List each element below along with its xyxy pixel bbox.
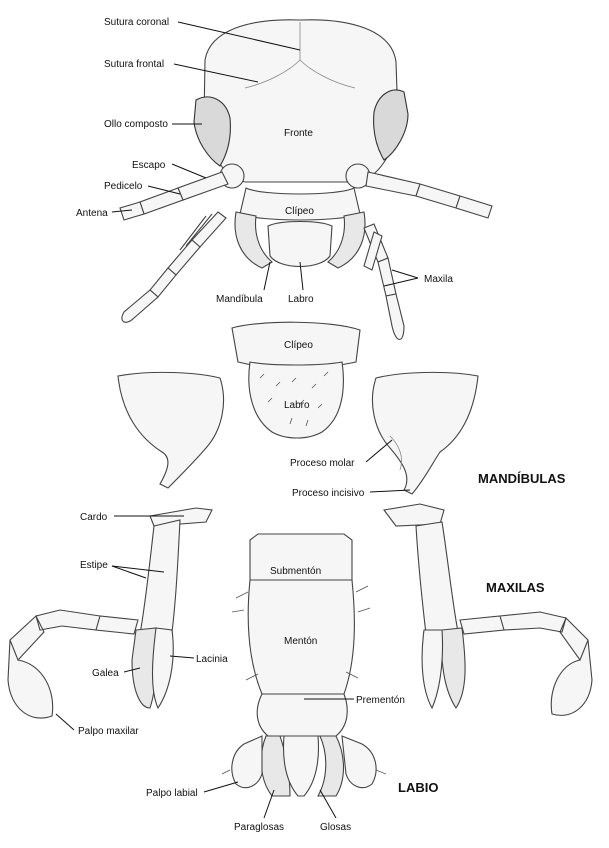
label-sutura-coronal: Sutura coronal <box>104 17 170 28</box>
label-fronte: Fronte <box>284 128 313 139</box>
maxilla-right-lacinia <box>422 630 442 708</box>
label-galea: Galea <box>92 668 119 679</box>
prementum <box>257 694 347 736</box>
maxilla-left-cardo <box>150 508 212 526</box>
title-maxilas: MAXILAS <box>486 580 545 595</box>
antenna-left <box>120 172 228 220</box>
mandible-right <box>372 372 478 494</box>
maxilla-right-galea <box>442 628 466 708</box>
maxilla-left-palp <box>8 610 138 718</box>
label-maxila: Maxila <box>424 274 453 285</box>
maxilla-right-palp <box>460 612 592 715</box>
maxilla-left <box>8 508 212 718</box>
label-ollo-composto: Ollo composto <box>104 119 168 130</box>
label-clipeo-head: Clípeo <box>285 206 314 217</box>
label-cardo: Cardo <box>80 512 108 523</box>
label-pedicelo: Pedicelo <box>104 181 143 192</box>
label-glosas: Glosas <box>320 822 352 833</box>
head-labrum <box>268 222 332 267</box>
maxilla-right <box>384 504 592 715</box>
labial-palp-left <box>232 736 262 788</box>
label-escapo: Escapo <box>132 160 166 171</box>
head-mandible-left <box>235 212 272 268</box>
head-capsule <box>204 20 398 182</box>
labial-palp-right <box>342 736 376 788</box>
label-lacinia: Lacinia <box>196 654 228 665</box>
label-paraglosas: Paraglosas <box>234 822 285 833</box>
head-mandible-right <box>328 212 365 268</box>
label-submenton: Submentón <box>270 566 322 577</box>
label-proceso-incisivo: Proceso incisivo <box>292 488 365 499</box>
label-sutura-frontal: Sutura frontal <box>104 59 165 70</box>
label-palpo-labial: Palpo labial <box>146 788 198 799</box>
label-labro: Labro <box>284 400 310 411</box>
compound-eye-left <box>194 97 230 166</box>
compound-eye-right <box>374 90 408 160</box>
label-estipe: Estipe <box>80 560 108 571</box>
label-clipeo: Clípeo <box>284 340 313 351</box>
title-mandibulas: MANDÍBULAS <box>478 471 566 486</box>
label-proceso-molar: Proceso molar <box>290 458 355 469</box>
label-palpo-maxilar: Palpo maxilar <box>78 726 139 737</box>
maxilla-left-stipes <box>140 520 180 634</box>
mandible-left <box>118 372 224 488</box>
label-antena: Antena <box>76 208 108 219</box>
head-maxillary-palp-left <box>122 212 226 322</box>
maxilla-right-stipes <box>416 522 458 634</box>
title-labio: LABIO <box>398 780 439 795</box>
head-maxillary-palp-right <box>364 224 404 340</box>
label-labro-head: Labro <box>288 294 314 305</box>
label-mandibula: Mandíbula <box>216 294 263 305</box>
head-illustration <box>120 20 492 340</box>
antenna-right <box>366 172 492 218</box>
label-menton: Mentón <box>284 636 318 647</box>
paraglossa-right <box>318 736 344 796</box>
label-prementon: Prementón <box>356 695 405 706</box>
maxilla-left-lacinia <box>153 628 174 708</box>
